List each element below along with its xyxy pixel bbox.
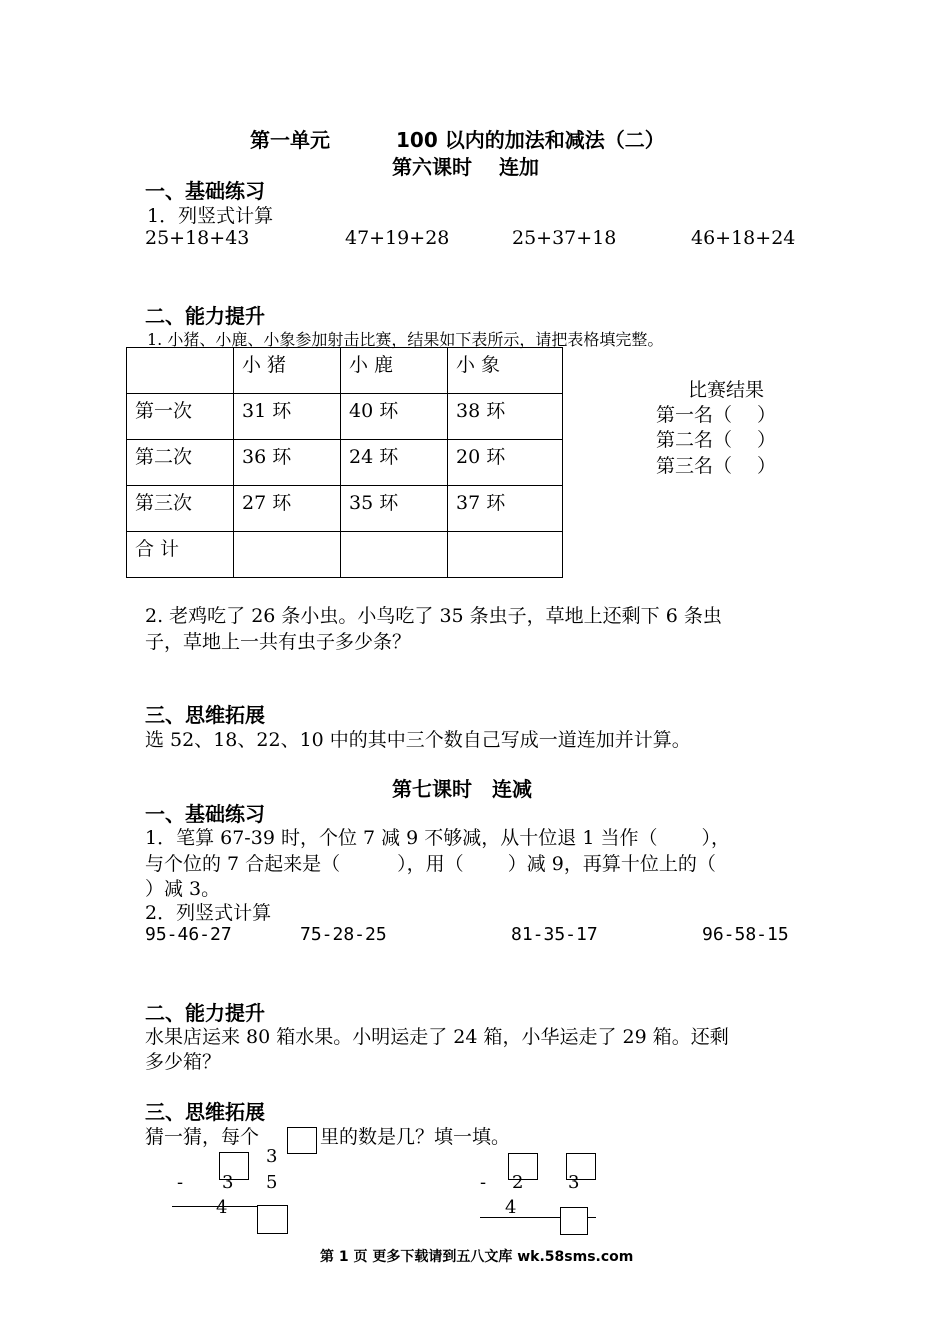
puzzle-digit: 2 (512, 1172, 524, 1193)
table-cell: 37 环 (448, 486, 563, 532)
table-answer-cell (234, 532, 341, 578)
table-cell: 35 环 (341, 486, 448, 532)
result-line: 第三名（ ） (656, 455, 777, 477)
table-header-cell: 小 猪 (234, 348, 341, 394)
table-header-row (127, 348, 563, 394)
puzzle-digit: 4 (216, 1197, 228, 1218)
l7-q2-item: 81-35-17 (511, 924, 598, 945)
table-row (127, 394, 563, 440)
l6-sec1-heading: 一、基础练习 (145, 179, 265, 203)
l7-q2-item: 95-46-27 (145, 924, 232, 945)
table-cell (127, 348, 234, 394)
l6-q3-line: 2. 老鸡吃了 26 条小虫。小鸟吃了 35 条虫子，草地上还剩下 6 条虫 (145, 605, 722, 627)
page-footer: 第 1 页 更多下载请到五八文库 wk.58sms.com (320, 1249, 634, 1265)
puzzle-digit: 5 (266, 1172, 278, 1193)
results-title: 比赛结果 (688, 379, 765, 401)
table-cell: 第三次 (127, 486, 234, 532)
l7-q1-line: 与个位的 7 合起来是（ ），用（ ）减 9，再算十位上的（ (145, 853, 716, 875)
topic-title: 100 以内的加法和减法（二） (396, 128, 665, 152)
table-cell: 38 环 (448, 394, 563, 440)
l7-sec1-heading: 一、基础练习 (145, 802, 265, 826)
l7-sec2-heading: 二、能力提升 (145, 1001, 265, 1025)
digit-box[interactable] (257, 1205, 288, 1234)
l6-q3-line: 子，草地上一共有虫子多少条？ (145, 631, 412, 653)
puzzle-digit: 3 (266, 1146, 278, 1167)
table-row (127, 486, 563, 532)
table-row (127, 440, 563, 486)
table-cell: 40 环 (341, 394, 448, 440)
l7-q3-line: 水果店运来 80 箱水果。小明运走了 24 箱，小华运走了 29 箱。还剩 (145, 1026, 729, 1048)
l6-sec3-heading: 三、思维拓展 (145, 703, 265, 727)
blank-box-icon (287, 1127, 317, 1154)
table-row (127, 532, 563, 578)
digit-box[interactable] (560, 1207, 588, 1235)
table-cell: 27 环 (234, 486, 341, 532)
lesson7-title: 第七课时 连减 (392, 777, 532, 801)
minus-sign: - (177, 1172, 184, 1193)
l7-q2-item: 75-28-25 (300, 924, 387, 945)
result-line: 第一名（ ） (656, 404, 777, 426)
table-cell: 31 环 (234, 394, 341, 440)
table-cell: 20 环 (448, 440, 563, 486)
result-line: 第二名（ ） (656, 429, 777, 451)
puzzle-digit: 3 (568, 1172, 580, 1193)
table-cell: 合 计 (127, 532, 234, 578)
table-cell: 36 环 (234, 440, 341, 486)
l7-q1-line: 1．笔算 67-39 时，个位 7 减 9 不够减，从十位退 1 当作（ ）， (145, 827, 730, 849)
l6-sec2-heading: 二、能力提升 (145, 304, 265, 328)
table-cell: 24 环 (341, 440, 448, 486)
lesson6-title: 第六课时 连加 (392, 155, 539, 179)
l6-q4: 选 52、18、22、10 中的其中三个数自己写成一道连加并计算。 (145, 729, 691, 751)
l7-q3-line: 多少箱？ (145, 1051, 222, 1073)
table-answer-cell (341, 532, 448, 578)
l6-q1-item: 47+19+28 (345, 227, 450, 249)
unit-title: 第一单元 (250, 128, 330, 152)
l6-q1-item: 46+18+24 (691, 227, 796, 249)
l7-q2-label: 2．列竖式计算 (145, 902, 272, 924)
l7-q4-before: 猜一猜，每个 (145, 1126, 260, 1148)
minus-sign: - (480, 1172, 487, 1193)
l6-q1-label: 1．列竖式计算 (147, 205, 274, 227)
l7-q4-after: 里的数是几？填一填。 (320, 1126, 511, 1148)
l7-q2-item: 96-58-15 (702, 924, 789, 945)
l6-q1-item: 25+37+18 (512, 227, 617, 249)
table-header-cell: 小 鹿 (341, 348, 448, 394)
table-cell: 第一次 (127, 394, 234, 440)
score-table (126, 347, 563, 578)
table-answer-cell (448, 532, 563, 578)
table-header-cell: 小 象 (448, 348, 563, 394)
puzzle-digit: 4 (505, 1197, 517, 1218)
l7-q1-line: ）减 3。 (145, 878, 221, 900)
l6-q1-item: 25+18+43 (145, 227, 250, 249)
table-cell: 第二次 (127, 440, 234, 486)
l7-sec3-heading: 三、思维拓展 (145, 1100, 265, 1124)
puzzle-digit: 3 (222, 1172, 234, 1193)
l6-q2-intro: 1. 小猪、小鹿、小象参加射击比赛，结果如下表所示，请把表格填完整。 (147, 330, 664, 349)
